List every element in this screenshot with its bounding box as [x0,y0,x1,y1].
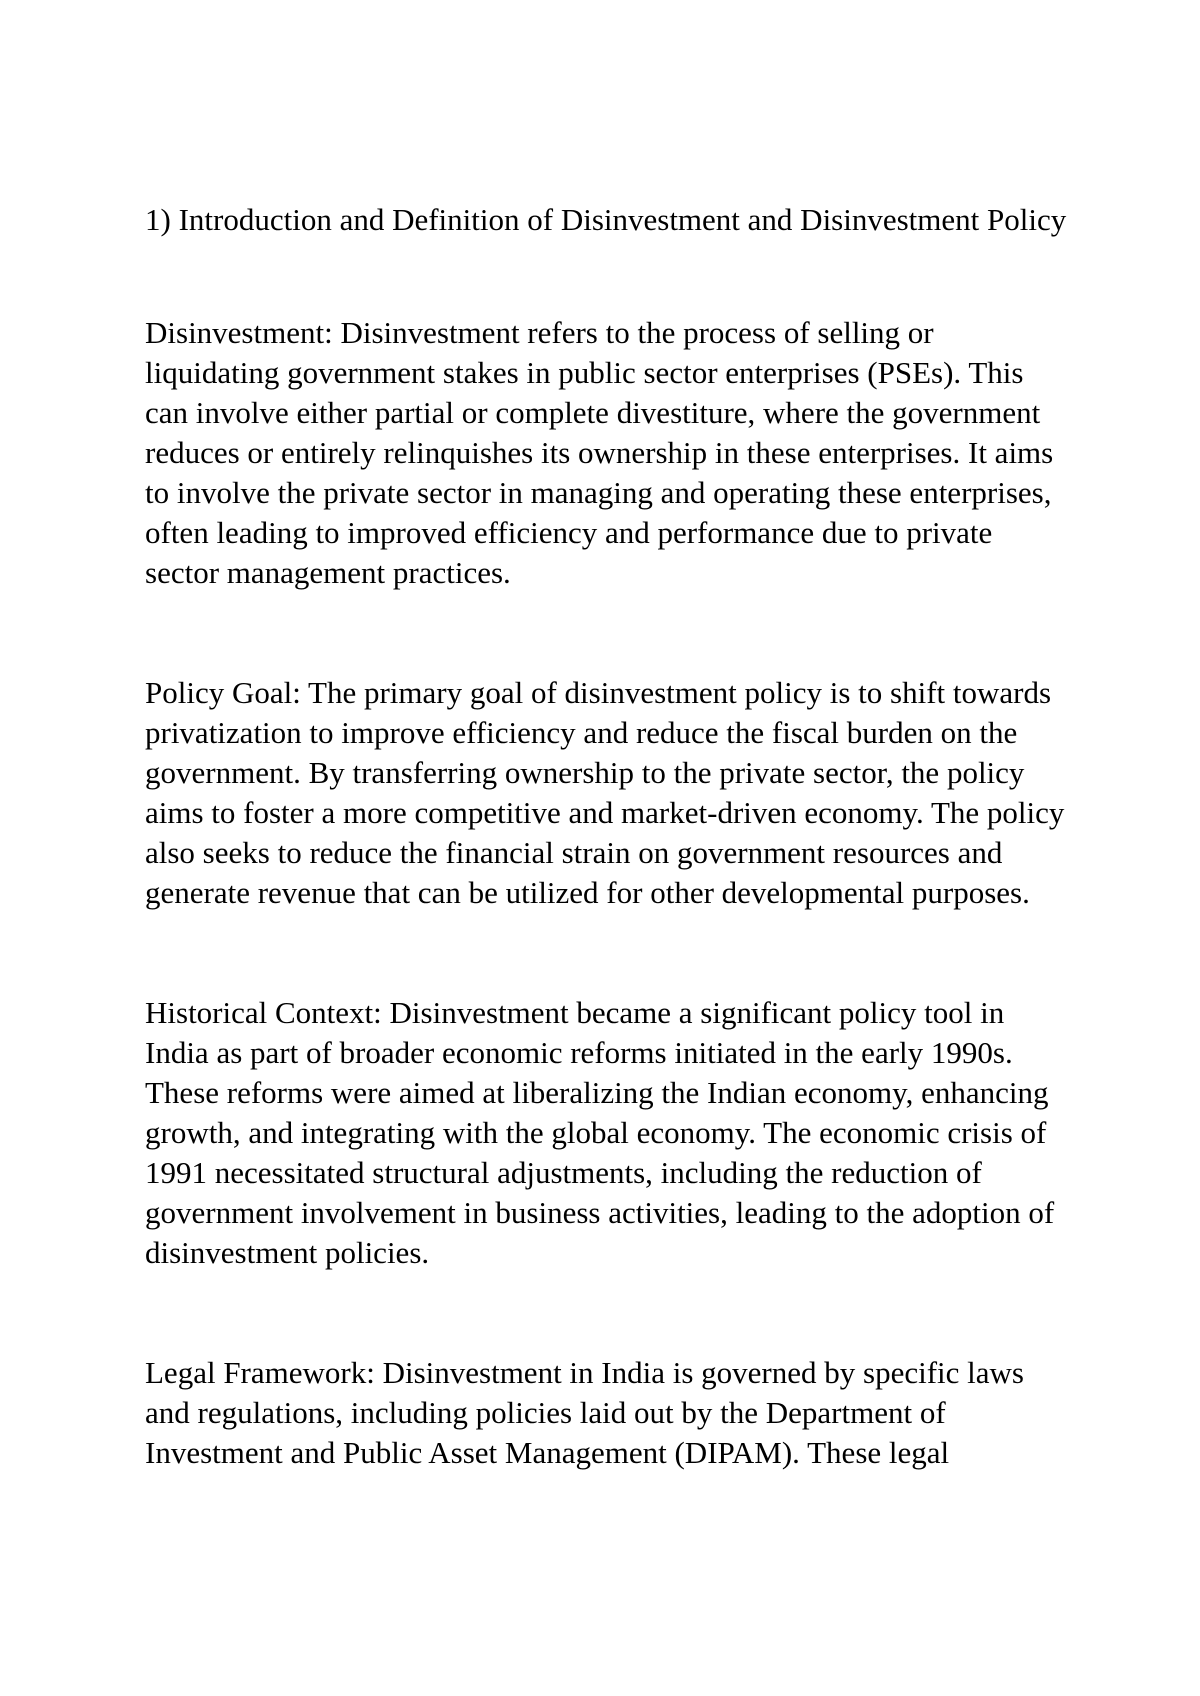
paragraph-historical-context: Historical Context: Disinvestment became a significant policy tool in India as part of broader economic reforms initiated in the early 1990s. These reforms were aimed at liberalizing the Indian economy, enhancing growth, and integrating with the global economy. The economic crisis of 1991 necessitated structural adjustments, including the reduction of government involvement in business activities, leading to the adoption of disinvestment policies. [145,995,1055,1270]
paragraph-policy-goal: Policy Goal: The primary goal of disinvestment policy is to shift towards privatization to improve efficiency and reduce the fiscal burden on the government. By transferring ownership to the private sector, the policy aims to foster a more competitive and market-driven economy. The policy also seeks to reduce the financial strain on government resources and generate revenue that can be utilized for other developmental purposes. [145,675,1065,910]
paragraph-legal-framework: Legal Framework: Disinvestment in India is governed by specific laws and regulations, including policies laid out by the Department of Investment and Public Asset Management (DIPAM). These legal [145,1355,1024,1470]
section-heading: 1) Introduction and Definition of Disinvestment and Disinvestment Policy [145,202,1067,237]
paragraph-disinvestment-definition: Disinvestment: Disinvestment refers to the process of selling or liquidating government stakes in public sector enterprises (PSEs). This can involve either partial or complete divestiture, where the government reduces or entirely relinquishes its ownership in these enterprises. It aims to involve the private sector in managing and operating these enterprises, often leading to improved efficiency and performance due to private sector management practices. [145,315,1054,590]
document-body [145,200,1070,1473]
